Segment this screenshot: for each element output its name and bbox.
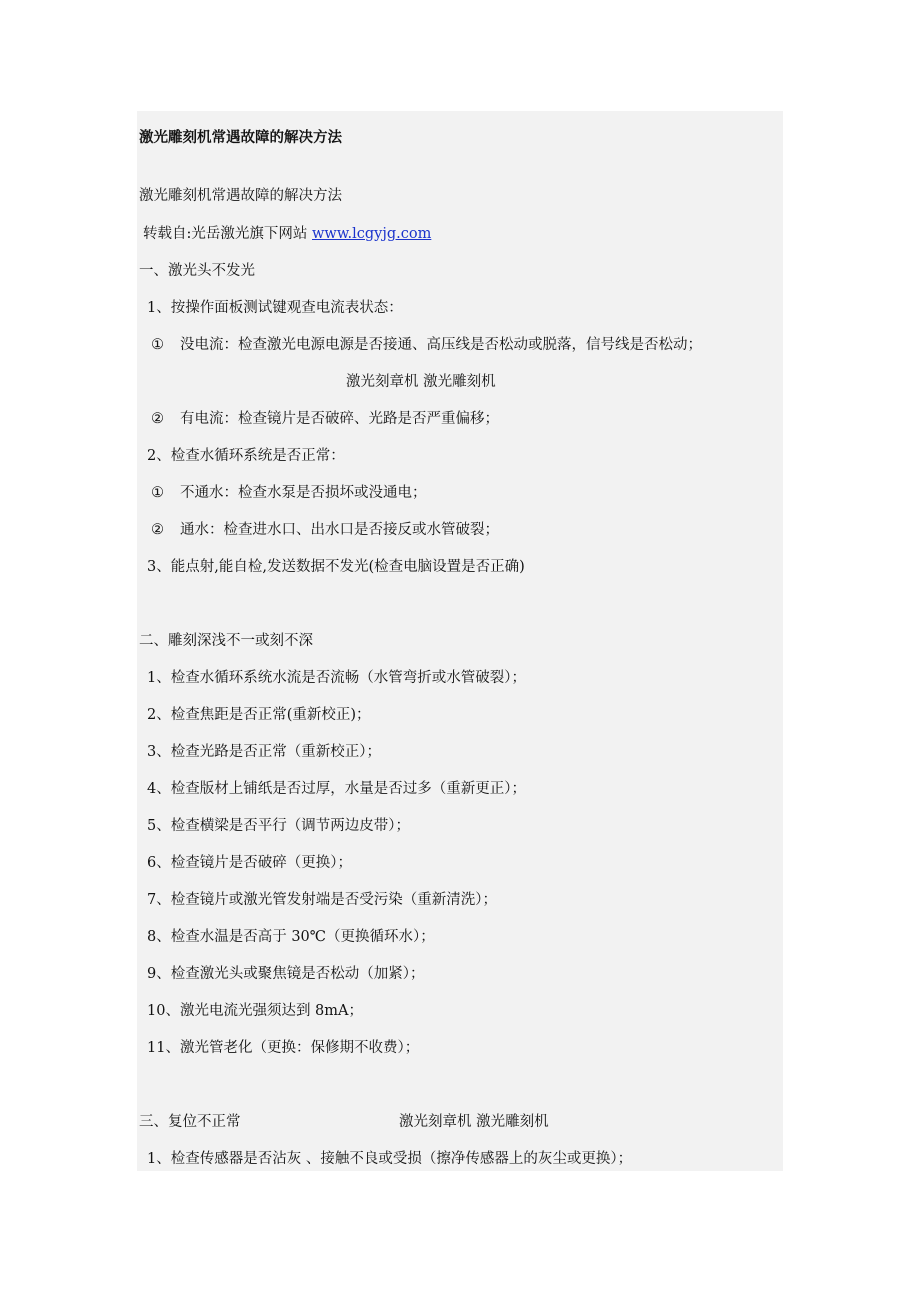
circled-number-1: ① [151,337,164,353]
item-2a-text: 不通水：检查水泵是否损坏或没通电； [180,485,427,501]
section-1-item-1a [151,335,702,355]
list-item: 5、检查横梁是否平行（调节两边皮带）； [147,818,410,834]
doc-title: 激光雕刻机常遇故障的解决方法 [139,129,342,146]
list-item: 1、检查水循环系统水流是否流畅（水管弯折或水管破裂）； [147,670,526,686]
section-1-item-1: 1、按操作面板测试键观查电流表状态： [147,300,403,316]
source-line [143,224,431,244]
section-1-item-2b [151,520,499,540]
circled-number-2: ② [151,522,164,538]
list-item: 8、检查水温是否高于 30℃（更换循环水）； [147,929,435,945]
circled-number-2: ② [151,411,164,427]
list-item: 2、检查焦距是否正常(重新校正)； [147,707,371,723]
section-1-item-1b [151,409,499,429]
section-3-heading: 三、复位不正常 [139,1114,241,1130]
doc-subtitle: 激光雕刻机常遇故障的解决方法 [139,188,342,204]
list-item: 6、检查镜片是否破碎（更换）； [147,855,352,871]
watermark-text: 激光刻章机 激光雕刻机 [346,374,496,390]
item-1a-text: 没电流：检查激光电源电源是否接通、高压线是否松动或脱落，信号线是否松动； [180,337,702,353]
section-1-item-3: 3、能点射,能自检,发送数据不发光(检查电脑设置是否正确) [147,559,525,575]
list-item: 4、检查版材上铺纸是否过厚，水量是否过多（重新更正）； [147,781,526,797]
watermark-text: 激光刻章机 激光雕刻机 [399,1114,549,1130]
list-item: 3、检查光路是否正常（重新校正）； [147,744,381,760]
section-2-heading: 二、雕刻深浅不一或刻不深 [139,633,313,649]
list-item: 11、激光管老化（更换：保修期不收费）； [147,1040,420,1056]
source-prefix: 转载自:光岳激光旗下网站 [143,226,312,242]
list-item: 7、检查镜片或激光管发射端是否受污染（重新清洗）； [147,892,497,908]
section-1-item-2a [151,483,427,503]
section-1-item-2: 2、检查水循环系统是否正常： [147,448,345,464]
section-1-heading: 一、激光头不发光 [139,263,255,279]
list-item: 10、激光电流光强须达到 8mA； [147,1003,364,1019]
list-item: 9、检查激光头或聚焦镜是否松动（加紧）； [147,966,425,982]
list-item: 1、检查传感器是否沾灰 、接触不良或受损（擦净传感器上的灰尘或更换）； [147,1151,633,1167]
item-1b-text: 有电流：检查镜片是否破碎、光路是否严重偏移； [180,411,499,427]
source-link[interactable]: www.lcgyjg.com [312,226,432,242]
circled-number-1: ① [151,485,164,501]
item-2b-text: 通水：检查进水口、出水口是否接反或水管破裂； [180,522,499,538]
